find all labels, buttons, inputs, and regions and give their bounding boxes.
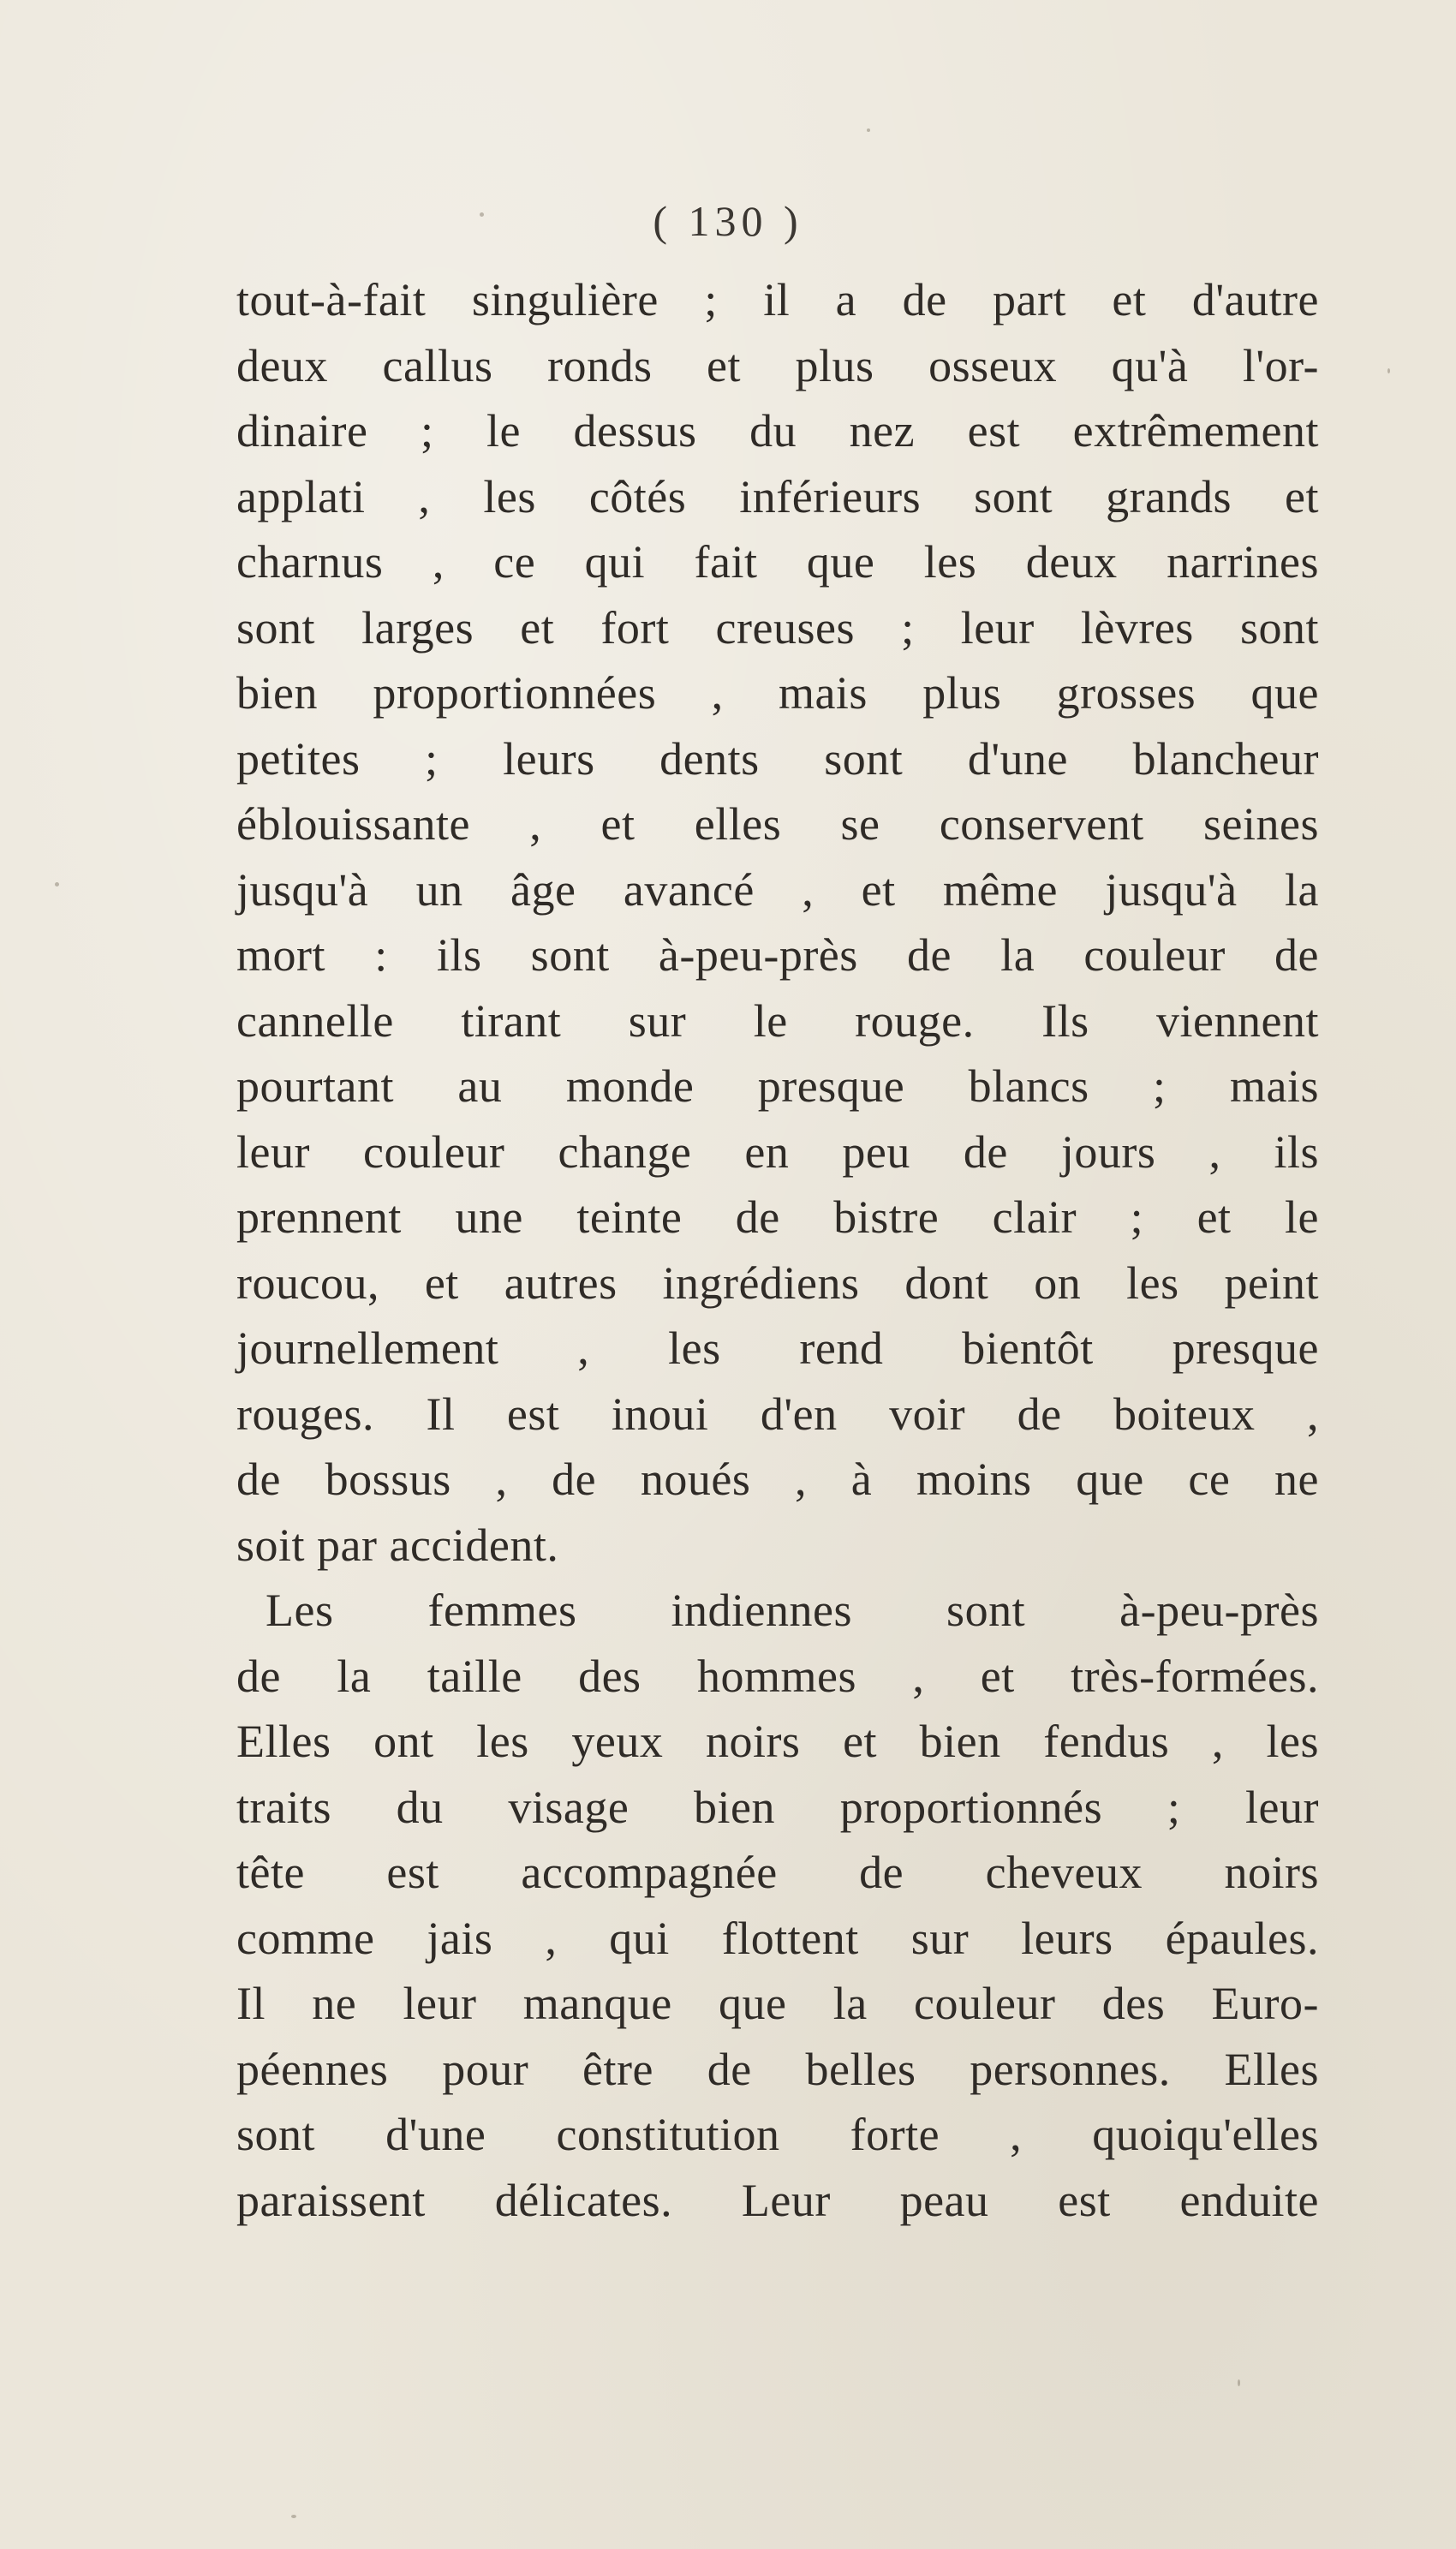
text-line: journellement , les rend bientôt presque xyxy=(236,1322,1319,1374)
text-line: traits du visage bien proportionnés ; leur xyxy=(236,1781,1319,1833)
text-line: dinaire ; le dessus du nez est extrêmement xyxy=(236,405,1319,457)
paper-speck xyxy=(1238,2379,1240,2386)
text-line: de la taille des hommes , et très-formées. xyxy=(236,1650,1319,1702)
page-number: ( 130 ) xyxy=(653,197,803,245)
text-line: mort : ils sont à-peu-près de la couleur de xyxy=(236,929,1319,981)
paper-speck xyxy=(55,882,59,886)
paper-speck xyxy=(1387,368,1390,373)
text-line: péennes pour être de belles personnes. Elles xyxy=(236,2043,1319,2095)
text-line: jusqu'à un âge avancé , et même jusqu'à la xyxy=(236,863,1319,916)
text-line: cannelle tirant sur le rouge. Ils viennent xyxy=(236,994,1319,1047)
text-line: Les femmes indiennes sont à-peu-près xyxy=(266,1585,1319,1636)
text-line: éblouissante , et elles se conservent seines xyxy=(236,798,1319,850)
text-line: roucou, et autres ingrédiens dont on les peint xyxy=(236,1257,1319,1309)
text-line: tout-à-fait singulière ; il a de part et d'autre xyxy=(236,274,1319,325)
text-line: comme jais , qui flottent sur leurs épaules. xyxy=(236,1912,1319,1964)
text-line: sont d'une constitution forte , quoiqu'elles xyxy=(236,2109,1319,2160)
paper-speck xyxy=(867,128,870,132)
text-line: leur couleur change en peu de jours , ils xyxy=(236,1125,1319,1178)
text-line: de bossus , de noués , à moins que ce ne xyxy=(236,1454,1319,1505)
text-line: charnus , ce qui fait que les deux narrines xyxy=(236,536,1319,588)
text-line: deux callus ronds et plus osseux qu'à l'or- xyxy=(236,339,1319,391)
text-line: tête est accompagnée de cheveux noirs xyxy=(236,1847,1319,1898)
text-line: prennent une teinte de bistre clair ; et le xyxy=(236,1191,1319,1243)
text-line: paraissent délicates. Leur peau est enduite xyxy=(236,2174,1319,2226)
text-line: rouges. Il est inoui d'en voir de boiteux , xyxy=(236,1388,1319,1440)
text-line: Elles ont les yeux noirs et bien fendus , les xyxy=(236,1716,1319,1767)
text-line: sont larges et fort creuses ; leur lèvres sont xyxy=(236,601,1319,654)
text-line: Il ne leur manque que la couleur des Euro- xyxy=(236,1978,1319,2029)
text-line: petites ; leurs dents sont d'une blancheur xyxy=(236,732,1319,785)
paper-speck xyxy=(291,2515,296,2518)
text-line: soit par accident. xyxy=(236,1519,559,1571)
text-line: pourtant au monde presque blancs ; mais xyxy=(236,1060,1319,1112)
text-line: applati , les côtés inférieurs sont grands et xyxy=(236,470,1319,522)
paper-speck xyxy=(480,212,484,217)
body-text xyxy=(236,267,1319,2233)
text-line: bien proportionnées , mais plus grosses que xyxy=(236,667,1319,719)
